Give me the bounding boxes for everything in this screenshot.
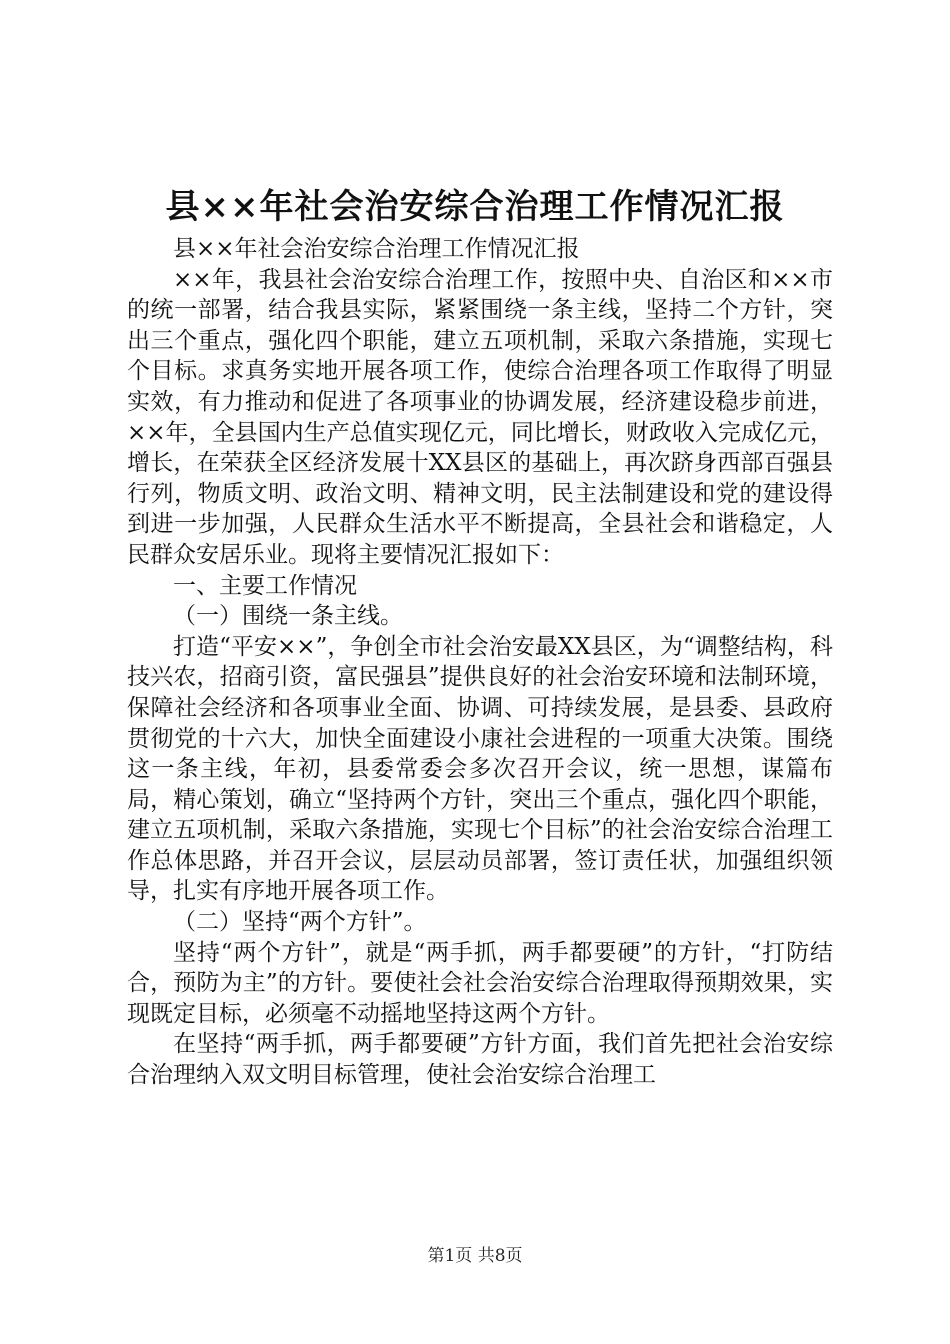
paragraph-intro: ××年，我县社会治安综合治理工作，按照中央、自治区和××市的统一部署，结合我县实际，紧紧围绕一条主线，坚持二个方针，突出三个重点，强化四个职能，建立五项机制，采取六条措施，实现七个目标。求真务实地开展各项工作，使综合治理各项工作取得了明显实效，有力推动和促进了各项事业的协调发展，经济建设稳步前进，××年，全县国内生产总值实现亿元，同比增长，财政收入完成亿元，增长，在荣获全区经济发展十XX县区的基础上，再次跻身西部百强县行列，物质文明、政治文明、精神文明，民主法制建设和党的建设得到进一步加强，人民群众生活水平不断提高，全县社会和谐稳定，人民群众安居乐业。现将主要情况汇报如下： <box>127 266 833 568</box>
subsection-heading-1: （一）围绕一条主线。 <box>173 603 403 630</box>
document-title: 县××年社会治安综合治理工作情况汇报 <box>165 187 785 227</box>
paragraph-main-line: 打造“平安××”，争创全市社会治安最XX县区，为“调整结构，科技兴农，招商引资，富民强县”提供良好的社会治安环境和法制环境，保障社会经济和各项事业全面、协调、可持续发展，是县委、县政府贯彻党的十六大，加快全面建设小康社会进程的一项重大决策。围绕这一条主线，年初，县委常委会多次召开会议，统一思想，谋篇布局，精心策划，确立“坚持两个方针，突出三个重点，强化四个职能，建立五项机制，采取六条措施，实现七个目标”的社会治安综合治理工作总体思路，并召开会议，层层动员部署，签订责任状，加强组织领导，扎实有序地开展各项工作。 <box>127 633 833 905</box>
section-heading-main-work: 一、主要工作情况 <box>173 572 357 599</box>
paragraph-subtitle: 县××年社会治安综合治理工作情况汇报 <box>173 236 580 262</box>
document-body <box>127 234 833 1091</box>
page-footer: 第1页 共8页 <box>427 1246 523 1266</box>
subsection-heading-2: （二）坚持“两个方针”。 <box>173 909 427 936</box>
paragraph-two-hands: 在坚持“两手抓，两手都要硬”方针方面，我们首先把社会治安综合治理纳入双文明目标管理，使社会治安综合治理工 <box>127 1031 833 1089</box>
paragraph-two-policies: 坚持“两个方针”，就是“两手抓，两手都要硬”的方针，“打防结合，预防为主”的方针。要使社会社会治安综合治理取得预期效果，实现既定目标，必须毫不动摇地坚持这两个方针。 <box>127 939 833 1027</box>
